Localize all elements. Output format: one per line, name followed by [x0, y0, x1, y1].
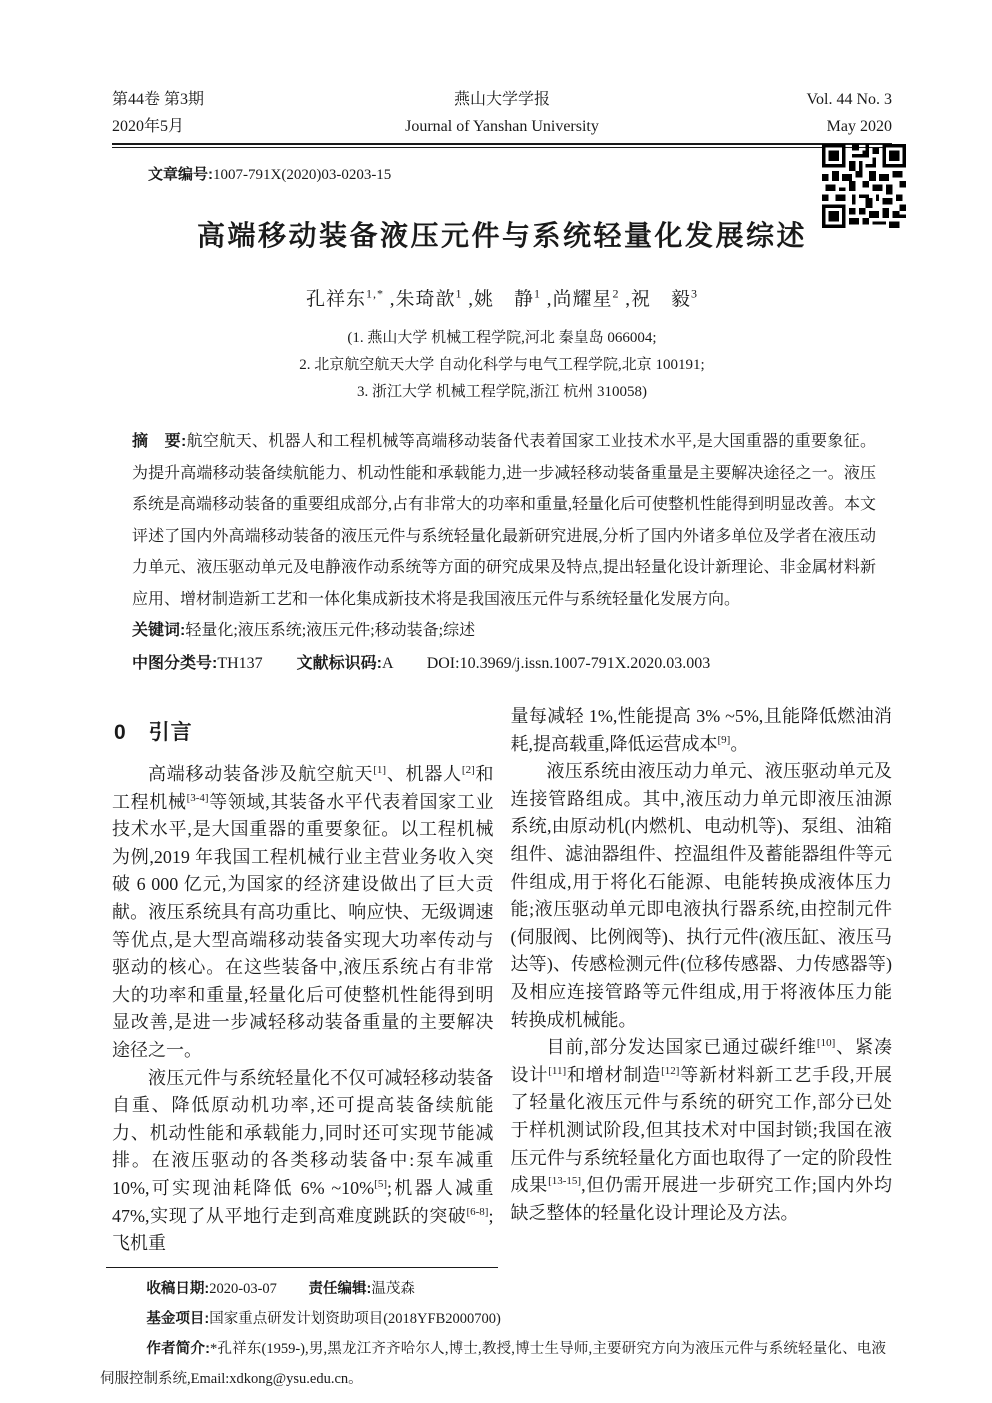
doc-code-value: A [382, 654, 393, 672]
received-date-label: 收稿日期: [146, 1280, 210, 1297]
classification-line [132, 648, 876, 680]
journal-header [112, 86, 892, 140]
right-column [511, 703, 893, 1258]
footnote-divider [106, 1267, 498, 1268]
article-title: 高端移动装备液压元件与系统轻量化发展综述 [196, 220, 807, 251]
affiliation-3: 3. 浙江大学 机械工程学院,浙江 杭州 310058) [357, 384, 647, 400]
left-column [112, 703, 494, 1258]
section-heading-introduction: 0 引言 [114, 721, 193, 744]
author-bio-label: 作者简介: [146, 1340, 210, 1357]
journal-name-en: Journal of Yanshan University [405, 118, 599, 135]
affiliation-1: (1. 燕山大学 机械工程学院,河北 秦皇岛 066004; [347, 330, 657, 346]
author-bio-line [100, 1334, 886, 1394]
fund-value: 国家重点研发计划资助项目(2018YFB2000700) [209, 1310, 501, 1327]
intro-paragraph-2-left: 液压元件与系统轻量化不仅可减轻移动装备自重、降低原动机功率,还可提高装备续航能力、机动性能和承载能力,同时还可实现节能减排。在液压驱动的各类移动装备中:泵车减重 10%,可实现油耗降低 6% ~10%[5];机器人减重 47%,实现了从平地行走到高难度跳跃的突破[6-8];飞机重 [112, 1067, 494, 1254]
header-divider [112, 143, 892, 148]
journal-name-cn: 燕山大学学报 [453, 91, 550, 108]
volume-issue-cn: 第44卷 第3期 [112, 91, 205, 108]
article-number-label: 文章编号: [148, 166, 213, 183]
body-columns [112, 703, 892, 1258]
fund-label: 基金项目: [146, 1310, 210, 1327]
affiliation-2: 2. 北京航空航天大学 自动化科学与电气工程学院,北京 100191; [299, 357, 705, 373]
doi-value: 10.3969/j.issn.1007-791X.2020.03.003 [459, 654, 711, 672]
article-number-row [112, 163, 892, 184]
clc-value: TH137 [217, 654, 263, 672]
qr-code-icon [822, 144, 906, 228]
intro-paragraph-2-right: 量每减轻 1%,性能提高 3% ~5%,且能降低燃油消耗,提高载重,降低运营成本[9]。 [510, 706, 892, 754]
clc-label: 中图分类号: [132, 654, 218, 672]
authors-line: 孔祥东$^{1,*}$ ,朱琦歆$^1$ ,姚 静$^1$ ,尚耀星$^2$ ,祝 毅$^3$ [305, 286, 699, 310]
date-cn: 2020年5月 [112, 118, 185, 135]
date-en: May 2020 [826, 118, 892, 135]
editor-label: 责任编辑: [308, 1280, 372, 1297]
received-date-line [100, 1274, 886, 1304]
keywords-label: 关键词: [132, 622, 186, 639]
intro-paragraph-4: 目前,部分发达国家已通过碳纤维[10]、紧凑设计[11]和增材制造[12]等新材料新工艺手段,开展了轻量化液压元件与系统的研究工作,部分已处于样机测试阶段,但其技术对中国封锁;我国在液压元件与系统轻量化方面也取得了一定的阶段性成果[13-15],但仍需开展进一步研究工作;国内外均缺乏整体的轻量化设计理论及方法。 [510, 1037, 893, 1223]
abstract-text: 航空航天、机器人和工程机械等高端移动装备代表着国家工业技术水平,是大国重器的重要象征。为提升高端移动装备续航能力、机动性能和承载能力,进一步减轻移动装备重量是主要解决途径之一。液压系统是高端移动装备的重要组成部分,占有非常大的功率和重量,轻量化后可使整机性能得到明显改善。本文评述了国内外高端移动装备的液压元件与系统轻量化最新研究进展,分析了国内外诸多单位及学者在液压动力单元、液压驱动单元及电静液作动系统等方面的研究成果及特点,提出轻量化设计新理论、非金属材料新应用、增材制造新工艺和一体化集成新技术将是我国液压元件与系统轻量化发展方向。 [132, 433, 877, 608]
author-bio-value: *孔祥东(1959-),男,黑龙江齐齐哈尔人,博士,教授,博士生导师,主要研究方向为液压元件与系统轻量化、电液伺服控制系统,Email:xdkong@ysu.edu.cn。 [100, 1340, 886, 1387]
fund-line [100, 1304, 886, 1334]
affiliations [112, 325, 892, 406]
doi-label: DOI: [426, 654, 460, 672]
volume-issue-en: Vol. 44 No. 3 [806, 91, 892, 108]
intro-paragraph-1: 高端移动装备涉及航空航天[1]、机器人[2]和工程机械[3-4]等领域,其装备水平代表着国家工业技术水平,是大国重器的重要象征。以工程机械为例,2019 年我国工程机械行业主营业务收入突破 6 000 亿元,为国家的经济建设做出了巨大贡献。液压系统具有高功重比、响应快、无级调速等优点,是大型高端移动装备实现大功率传动与驱动的核心。在这些装备中,液压系统占有非常大的功率和重量,轻量化后可使整机性能得到明显改善,是进一步减轻移动装备重量的主要解决途径之一。 [112, 764, 494, 1060]
abstract-label: 摘 要: [132, 433, 187, 450]
editor-value: 温茂森 [371, 1280, 415, 1297]
intro-paragraph-3: 液压系统由液压动力单元、液压驱动单元及连接管路组成。其中,液压动力单元即液压油源系统,由原动机(内燃机、电动机等)、泵组、油箱组件、滤油器组件、控温组件及蓄能器组件等元件组成,用于将化石能源、电能转换成液体压力能;液压驱动单元即电液执行器系统,由控制元件(伺服阀、比例阀等)、执行元件(液压缸、液压马达等)、传感检测元件(位移传感器、力传感器等)及相应连接管路等元件组成,用于将液体压力能转换成机械能。 [510, 761, 892, 1030]
abstract-paragraph [132, 426, 876, 615]
keywords-text: 轻量化;液压系统;液压元件;移动装备;综述 [185, 622, 476, 639]
received-date-value: 2020-03-07 [209, 1280, 277, 1297]
doc-code-label: 文献标识码: [296, 654, 383, 672]
article-number-value: 1007-791X(2020)03-0203-15 [213, 167, 392, 183]
abstract-block [132, 426, 876, 679]
footnotes [100, 1274, 886, 1394]
keywords-line [132, 615, 876, 647]
